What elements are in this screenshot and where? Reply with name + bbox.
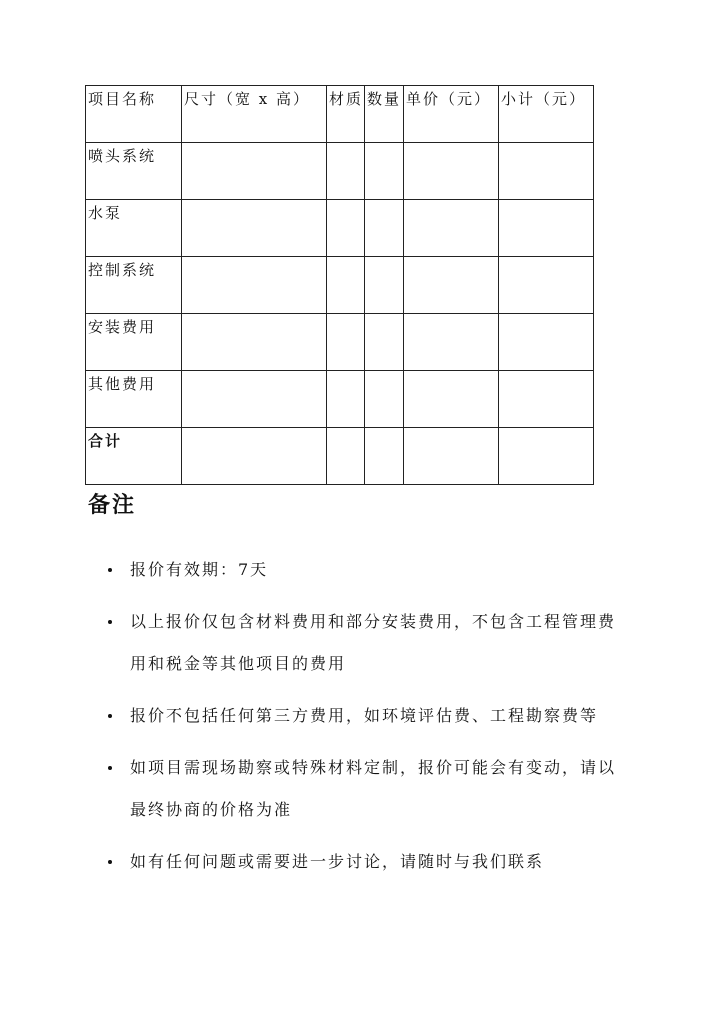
table-cell bbox=[327, 314, 365, 371]
table-cell bbox=[365, 257, 404, 314]
note-text: 如有任何问题或需要进一步讨论，请随时与我们联系 bbox=[130, 852, 545, 871]
note-text: 报价不包括任何第三方费用，如环境评估费、工程勘察费等 bbox=[130, 706, 599, 725]
table-cell bbox=[365, 143, 404, 200]
note-text: 以上报价仅包含材料费用和部分安装费用，不包含工程管理费用和税金等其他项目的费用 bbox=[130, 612, 617, 673]
table-cell: 安装费用 bbox=[86, 314, 182, 371]
table-cell bbox=[404, 200, 499, 257]
table-cell: 其他费用 bbox=[86, 371, 182, 428]
table-cell bbox=[404, 371, 499, 428]
table-cell: 喷头系统 bbox=[86, 143, 182, 200]
table-cell bbox=[499, 371, 594, 428]
table-cell bbox=[499, 428, 594, 485]
list-item bbox=[108, 601, 628, 685]
header-cell-material: 材质 bbox=[327, 86, 365, 143]
table-cell bbox=[182, 428, 327, 485]
note-text: 如项目需现场勘察或特殊材料定制，报价可能会有变动，请以最终协商的价格为准 bbox=[130, 758, 617, 819]
table-cell bbox=[327, 200, 365, 257]
table-cell bbox=[182, 257, 327, 314]
table-row bbox=[86, 371, 594, 428]
header-cell-unit-price: 单价（元） bbox=[404, 86, 499, 143]
header-cell-size: 尺寸（宽 x 高） bbox=[182, 86, 327, 143]
notes-list bbox=[108, 549, 628, 893]
header-cell-subtotal: 小计（元） bbox=[499, 86, 594, 143]
list-item bbox=[108, 695, 628, 737]
table-cell bbox=[404, 257, 499, 314]
header-cell-item-name: 项目名称 bbox=[86, 86, 182, 143]
bullet-icon bbox=[108, 766, 112, 770]
table-cell bbox=[499, 143, 594, 200]
table-cell bbox=[499, 314, 594, 371]
table-cell bbox=[365, 371, 404, 428]
quote-table bbox=[85, 85, 594, 485]
total-label-cell: 合计 bbox=[86, 428, 182, 485]
bullet-icon bbox=[108, 568, 112, 572]
bullet-icon bbox=[108, 860, 112, 864]
table-cell bbox=[365, 314, 404, 371]
table-cell: 控制系统 bbox=[86, 257, 182, 314]
bullet-icon bbox=[108, 714, 112, 718]
table-cell bbox=[182, 371, 327, 428]
table-total-row bbox=[86, 428, 594, 485]
table-cell bbox=[404, 143, 499, 200]
table-row bbox=[86, 257, 594, 314]
table-cell bbox=[365, 428, 404, 485]
table-cell bbox=[499, 257, 594, 314]
table-cell bbox=[182, 200, 327, 257]
table-row bbox=[86, 314, 594, 371]
list-item bbox=[108, 747, 628, 831]
table-cell bbox=[404, 428, 499, 485]
table-cell bbox=[404, 314, 499, 371]
table-header-row bbox=[86, 86, 594, 143]
table-cell bbox=[327, 371, 365, 428]
notes-heading: 备注 bbox=[88, 492, 137, 518]
list-item bbox=[108, 549, 628, 591]
table-cell bbox=[327, 428, 365, 485]
table-cell bbox=[327, 143, 365, 200]
table-cell bbox=[499, 200, 594, 257]
table-cell bbox=[182, 314, 327, 371]
bullet-icon bbox=[108, 620, 112, 624]
list-item bbox=[108, 841, 628, 883]
table-cell: 水泵 bbox=[86, 200, 182, 257]
header-cell-quantity: 数量 bbox=[365, 86, 404, 143]
table-cell bbox=[182, 143, 327, 200]
table-row bbox=[86, 143, 594, 200]
table-row bbox=[86, 200, 594, 257]
note-text: 报价有效期：7天 bbox=[130, 560, 269, 579]
table-cell bbox=[327, 257, 365, 314]
table-cell bbox=[365, 200, 404, 257]
